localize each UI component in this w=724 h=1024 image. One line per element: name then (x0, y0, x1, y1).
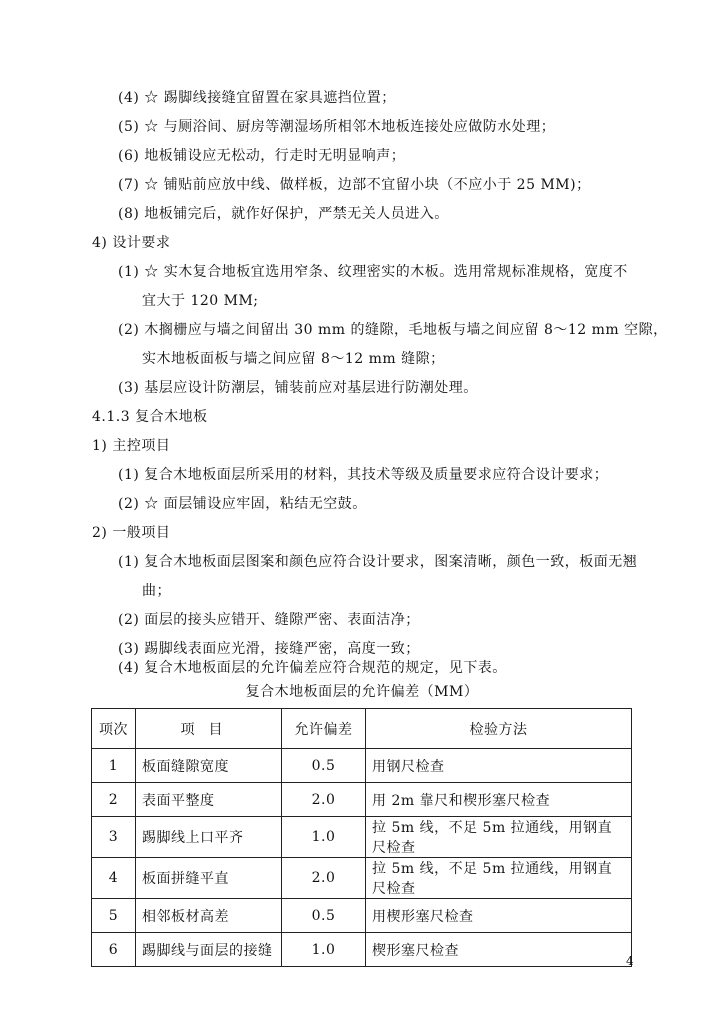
cell-method: 用 2m 靠尺和楔形塞尺检查 (366, 783, 632, 817)
cell-tolerance: 2.0 (282, 858, 366, 899)
header-cell-item: 项目 (136, 709, 282, 749)
header-cell-no: 项次 (92, 709, 136, 749)
cell-tolerance: 0.5 (282, 749, 366, 783)
cell-tolerance: 2.0 (282, 783, 366, 817)
table-row (92, 858, 632, 899)
paragraph: (4) ☆ 踢脚线接缝宜留置在家具遮挡位置； (118, 90, 396, 106)
paragraph: (5) ☆ 与厕浴间、厨房等潮湿场所相邻木地板连接处应做防水处理； (118, 119, 556, 135)
table-header-row (92, 709, 632, 749)
cell-tolerance: 0.5 (282, 899, 366, 933)
table-row (92, 899, 632, 933)
cell-method: 拉 5m 线，不足 5m 拉通线，用钢直尺检查 (366, 817, 632, 858)
table-row (92, 749, 632, 783)
paragraph-continuation: 宜大于 120 MM; (142, 293, 259, 309)
cell-item: 相邻板材高差 (136, 899, 282, 933)
paragraph: (1) 复合木地板面层所采用的材料，其技术等级及质量要求应符合设计要求； (118, 467, 609, 483)
cell-method: 用楔形塞尺检查 (366, 899, 632, 933)
cell-method: 楔形塞尺检查 (366, 933, 632, 967)
cell-item: 板面拼缝平直 (136, 858, 282, 899)
paragraph: (2) ☆ 面层铺设应牢固，粘结无空鼓。 (118, 496, 367, 512)
section-heading: 2) 一般项目 (92, 525, 171, 541)
paragraph: (4) 复合木地板面层的允许偏差应符合规范的规定，见下表。 (118, 660, 507, 676)
cell-method: 拉 5m 线，不足 5m 拉通线，用钢直尺检查 (366, 858, 632, 899)
paragraph-continuation: 实木地板面板与墙之间应留 8～12 mm 缝隙； (142, 351, 445, 367)
header-cell-method: 检验方法 (366, 709, 632, 749)
cell-no: 5 (92, 899, 136, 933)
cell-item: 表面平整度 (136, 783, 282, 817)
paragraph-continuation: 曲； (142, 583, 171, 599)
paragraph: (6) 地板铺设应无松动，行走时无明显响声； (118, 148, 406, 164)
cell-no: 4 (92, 858, 136, 899)
cell-item: 踢脚线上口平齐 (136, 817, 282, 858)
cell-no: 3 (92, 817, 136, 858)
paragraph: (2) 木搁栅应与墙之间留出 30 mm 的缝隙，毛地板与墙之间应留 8～12 mm 空隙， (118, 322, 668, 338)
table-row (92, 817, 632, 858)
paragraph: (3) 基层应设计防潮层，铺装前应对基层进行防潮处理。 (118, 380, 478, 396)
table-row (92, 783, 632, 817)
table-caption: 复合木地板面层的允许偏差（MM） (245, 684, 479, 700)
paragraph: (7) ☆ 铺贴前应放中线、做样板，边部不宜留小块（不应小于 25 MM)； (118, 177, 591, 193)
cell-tolerance: 1.0 (282, 817, 366, 858)
page-number: 4 (626, 954, 634, 968)
cell-item: 板面缝隙宽度 (136, 749, 282, 783)
cell-no: 6 (92, 933, 136, 967)
table-row (92, 933, 632, 967)
paragraph: (3) 踢脚线表面应光滑，接缝严密，高度一致； (118, 641, 420, 657)
paragraph: (8) 地板铺完后，就作好保护，严禁无关人员进入。 (118, 206, 449, 222)
section-heading: 4.1.3 复合木地板 (92, 409, 208, 425)
section-heading: 4) 设计要求 (92, 235, 171, 251)
cell-no: 2 (92, 783, 136, 817)
paragraph: (2) 面层的接头应错开、缝隙严密、表面洁净； (118, 612, 420, 628)
cell-method: 用钢尺检查 (366, 749, 632, 783)
header-cell-tolerance: 允许偏差 (282, 709, 366, 749)
cell-tolerance: 1.0 (282, 933, 366, 967)
deviation-table (91, 708, 632, 967)
cell-no: 1 (92, 749, 136, 783)
section-heading: 1) 主控项目 (92, 438, 171, 454)
paragraph: (1) ☆ 实木复合地板宜选用窄条、纹理密实的木板。选用常规标准规格，宽度不 (118, 264, 628, 280)
cell-item: 踢脚线与面层的接缝 (136, 933, 282, 967)
paragraph: (1) 复合木地板面层图案和颜色应符合设计要求，图案清晰，颜色一致，板面无翘 (118, 554, 638, 570)
